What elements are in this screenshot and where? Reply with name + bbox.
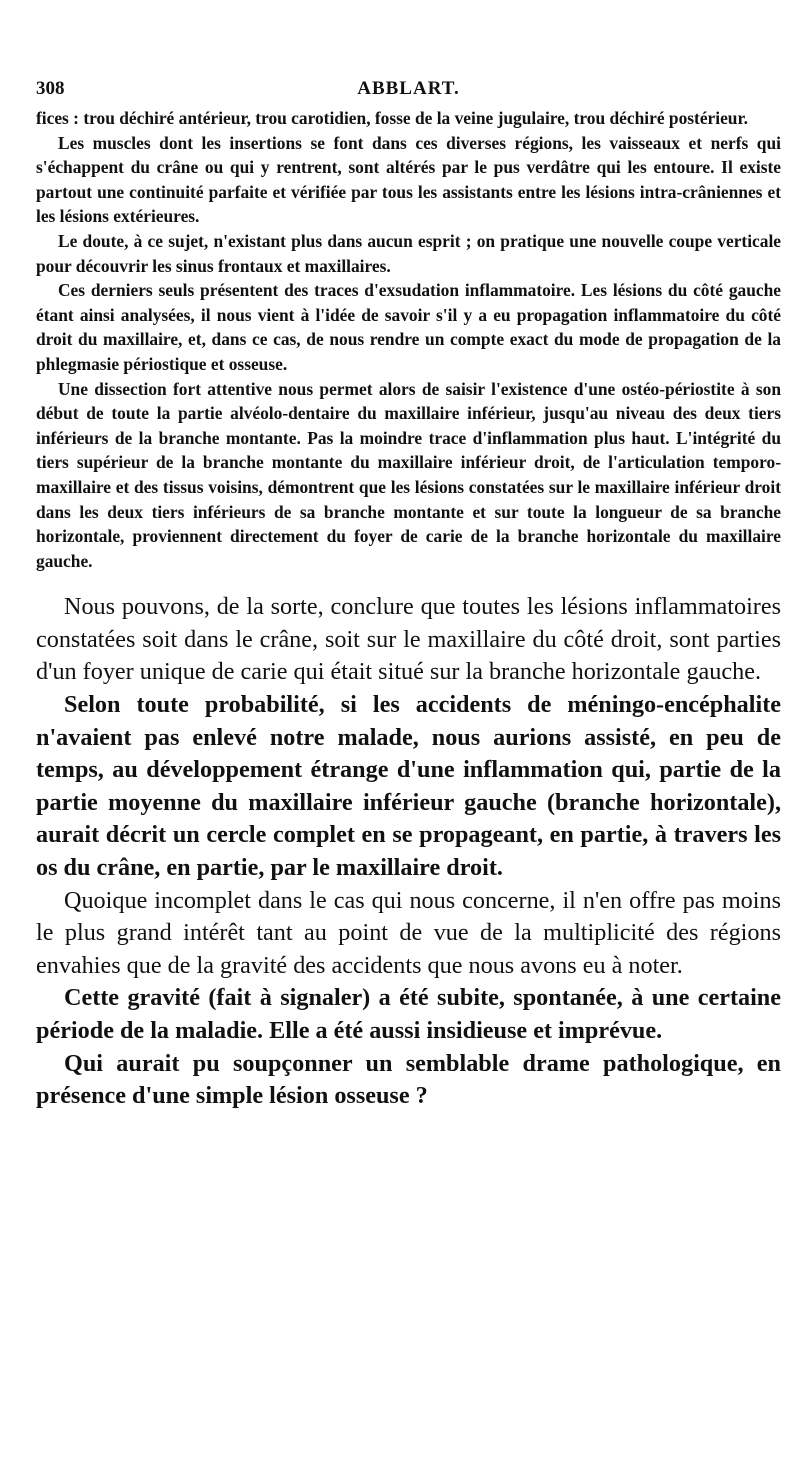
paragraph: Qui aurait pu soupçonner un semblable drame pathologique, en présence d'une simple lésion osseuse ? (36, 1049, 781, 1110)
paragraph: Quoique incomplet dans le cas qui nous concerne, il n'en offre pas moins le plus grand intérêt tant au point de vue de la multiplicité des régions envahies que de la gravité des accidents que nous avons eu à noter. (36, 886, 781, 979)
small-print-section (36, 106, 781, 573)
paragraph: Les muscles dont les insertions se font dans ces diverses régions, les vaisseaux et nerfs qui s'échappent du crâne ou qui y rentrent, sont altérés par le pus verdâtre qui les entoure. Il existe partout une continuité parfaite et vérifiée par tous les assistants entre les lésions intra-crâniennes et les lésions extérieures. (36, 132, 781, 227)
paragraph: Cette gravité (fait à signaler) a été subite, spontanée, à une certaine période de la maladie. Elle a été aussi insidieuse et imprévue. (36, 984, 781, 1044)
paragraph: Nous pouvons, de la sorte, conclure que toutes les lésions inflammatoires constatées soit dans le crâne, soit sur le maxillaire du côté droit, sont parties d'un foyer unique de carie qui était situé sur la branche horizontale gauche. (36, 593, 781, 686)
paragraph: fices : trou déchiré antérieur, trou carotidien, fosse de la veine jugulaire, trou déchiré postérieur. (36, 108, 748, 128)
page-number: 308 (36, 78, 65, 99)
paragraph: Une dissection fort attentive nous permet alors de saisir l'existence d'une ostéo-périostite à son début de toute la partie alvéolo-dentaire du maxillaire inférieur, jusqu'au niveau des deux tiers inférieurs de la branche montante. Pas la moindre trace d'inflammation plus haut. L'intégrité du tiers supérieur de la branche montante du maxillaire inférieur droit, de l'articulation temporo-maxillaire et des tissus voisins, démontrent que les lésions constatées sur le maxillaire inférieur droit dans les deux tiers inférieurs de sa branche montante et sur toute la longueur de sa branche horizontale, proviennent directement du foyer de carie de la branche horizontale du maxillaire gauche. (36, 378, 781, 571)
running-title: ABBLART. (357, 78, 460, 99)
large-print-section (36, 591, 781, 1113)
book-page (36, 72, 781, 1113)
paragraph: Ces derniers seuls présentent des traces d'exsudation inflammatoire. Les lésions du côté gauche étant ainsi analysées, il nous vient à l'idée de savoir s'il y a eu propagation inflammatoire du côté droit du maxillaire, et, dans ce cas, de nous rendre un compte exact du mode de propagation de la phlegmasie périostique et osseuse. (36, 280, 781, 374)
paragraph: Selon toute probabilité, si les accidents de méningo-encéphalite n'avaient pas enlevé notre malade, nous aurions assisté, en peu de temps, au développement étrange d'une inflammation qui, partie de la partie moyenne du maxillaire inférieur gauche (branche horizontale), aurait décrit un cercle complet en se propageant, en partie, à travers les os du crâne, en partie, par le maxillaire droit. (36, 691, 781, 882)
paragraph: Le doute, à ce sujet, n'existant plus dans aucun esprit ; on pratique une nouvelle coupe verticale pour découvrir les sinus frontaux et maxillaires. (36, 230, 781, 276)
page-header (36, 72, 781, 106)
